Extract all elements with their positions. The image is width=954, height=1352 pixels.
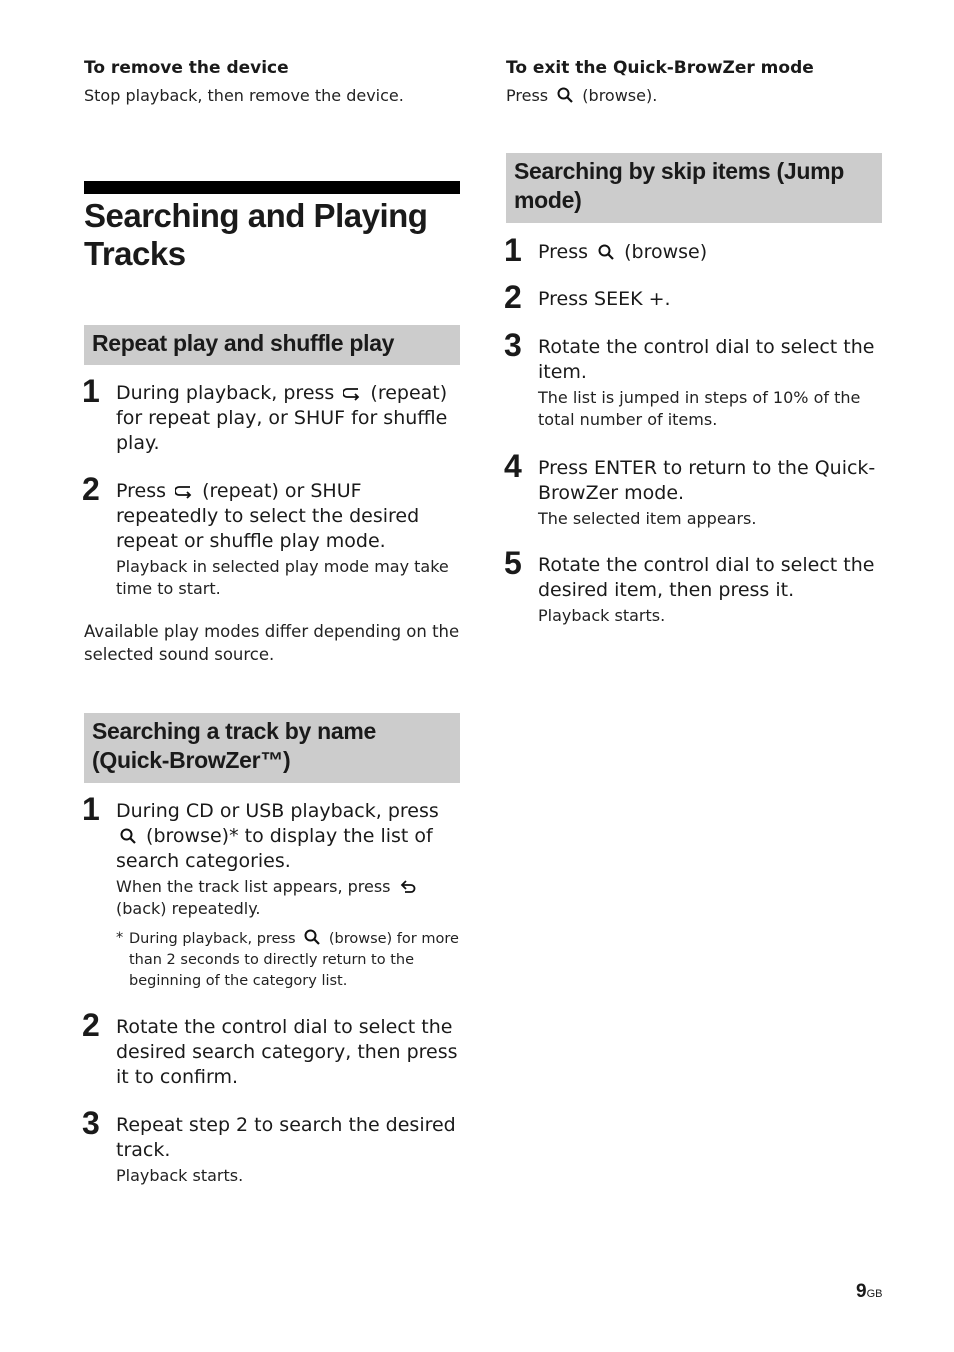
step-jump-5 [504, 545, 882, 627]
step-browse-3 [82, 1105, 460, 1187]
step-text [116, 479, 460, 554]
step-number: 2 [504, 279, 522, 315]
repeat-icon [175, 482, 193, 500]
step-number: 1 [504, 232, 522, 268]
step-text-post: (browse)* to display the list of search categories. [116, 825, 433, 872]
step-number: 1 [82, 373, 100, 409]
footnote-mark: * [116, 930, 124, 946]
step-number: 2 [82, 1007, 100, 1043]
step-repeat-2 [82, 471, 460, 600]
step-text-post: (repeat) or SHUF repeatedly to select the desired repeat or shuffle play mode. [116, 480, 420, 552]
page-title: Searching and Playing Tracks [84, 197, 428, 272]
step-note: Playback in selected play mode may take time to start. [116, 557, 449, 598]
step-text-pre: Press [116, 480, 167, 502]
step-text: Rotate the control dial to select the desired search category, then press it to confirm. [116, 1016, 458, 1088]
step-number: 5 [504, 545, 522, 581]
search-icon [597, 243, 615, 261]
search-icon [119, 827, 137, 845]
step-note: The list is jumped in steps of 10% of the total number of items. [538, 388, 861, 429]
step-jump-4 [504, 448, 882, 530]
section-heading-quick-browzer: Searching a track by name (Quick-BrowZer™) [84, 713, 460, 783]
page-number-suffix: GB [866, 1288, 883, 1300]
step-note: The selected item appears. [538, 509, 757, 528]
exit-quick-browzer-text [506, 84, 657, 107]
search-icon [556, 86, 574, 104]
search-icon [303, 928, 321, 946]
step-note-pre: When the track list appears, press [116, 877, 391, 896]
step-browse-2 [82, 1007, 460, 1090]
step-jump-1 [504, 232, 882, 268]
step-note-post: (back) repeatedly. [116, 899, 261, 918]
step-text [116, 381, 460, 456]
step-number: 3 [504, 327, 522, 363]
step-text-post: (repeat) for repeat play, or SHUF for shuffle play. [116, 382, 448, 454]
step-jump-2 [504, 279, 882, 315]
step-note [116, 876, 460, 920]
step-number: 4 [504, 448, 522, 484]
exit-text-post: (browse). [582, 86, 658, 105]
footnote [116, 928, 460, 992]
step-repeat-1 [82, 373, 460, 456]
repeat-icon [343, 384, 361, 402]
step-number: 1 [82, 791, 100, 827]
play-modes-note: Available play modes differ depending on the selected sound source. [84, 622, 460, 664]
step-text: Rotate the control dial to select the item. [538, 336, 875, 383]
step-jump-3 [504, 327, 882, 431]
exit-quick-browzer-heading: To exit the Quick-BrowZer mode [506, 58, 814, 78]
page-number [856, 1281, 882, 1303]
step-text: Press ENTER to return to the Quick-BrowZer mode. [538, 457, 876, 504]
step-number: 3 [82, 1105, 100, 1141]
step-text: Repeat step 2 to search the desired track. [116, 1114, 456, 1161]
step-text-pre: Press [538, 241, 589, 263]
step-text [116, 799, 460, 874]
exit-text-pre: Press [506, 86, 549, 105]
section-heading-jump-mode: Searching by skip items (Jump mode) [506, 153, 882, 223]
step-note: Playback starts. [538, 606, 666, 625]
step-browse-1 [82, 791, 460, 992]
footnote-post: (browse) for more than 2 seconds to directly return to the beginning of the category list. [129, 931, 459, 989]
step-number: 2 [82, 471, 100, 507]
step-text-post: (browse) [624, 241, 708, 263]
remove-device-heading: To remove the device [84, 58, 289, 78]
back-icon [399, 877, 417, 895]
step-text [538, 240, 882, 265]
remove-device-text: Stop playback, then remove the device. [84, 86, 404, 105]
step-text: Press SEEK +. [538, 288, 671, 310]
step-text-pre: During CD or USB playback, press [116, 800, 439, 822]
footnote-pre: During playback, press [129, 931, 296, 947]
step-text: Rotate the control dial to select the desired item, then press it. [538, 554, 875, 601]
step-note: Playback starts. [116, 1166, 244, 1185]
page-number-value: 9 [856, 1281, 867, 1302]
step-text-pre: During playback, press [116, 382, 335, 404]
title-rule [84, 181, 460, 194]
footnote-text [129, 928, 460, 992]
section-heading-repeat-shuffle: Repeat play and shuffle play [84, 325, 460, 365]
